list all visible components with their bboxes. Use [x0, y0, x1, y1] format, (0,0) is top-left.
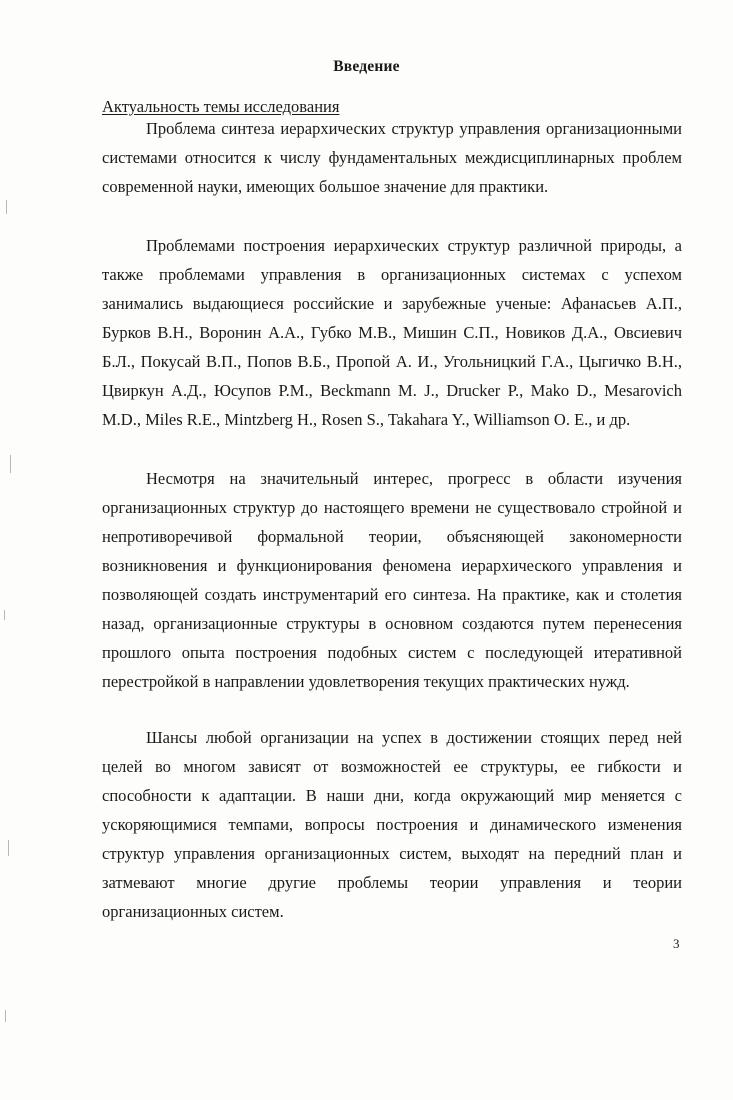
- paragraph: Несмотря на значительный интерес, прогресс в области изучения организационных структур до настоящего времени не существовало стройной и непротиворечивой формальной теории, объясняющей закономерности возникновения и функционирования феномена иерархического управления и позволяющей создать инструментарий его синтеза. На практике, как и столетия назад, организационные структуры в основном создаются путем перенесения прошлого опыта построения подобных систем с последующей итеративной перестройкой в направлении удовлетворения текущих практических нужд.: [102, 469, 682, 691]
- paragraph: Проблемами построения иерархических структур различной природы, а также проблемами управления в организационных системах с успехом занимались выдающиеся российские и зарубежные ученые: Афанасьев А.П., Бурков В.Н., Воронин А.А., Губко М.В., Мишин С.П., Новиков Д.А., Овсиевич Б.Л., Покусай В.П., Попов В.Б., Пропой А. И., Угольницкий Г.А., Цыгичко В.Н., Цвиркун А.Д., Юсупов Р.М., Beckmann M. J., Drucker P., Mako D., Mesarovich M.D., Miles R.E., Mintzberg H., Rosen S., Takahara Y., Williamson O. E., и др.: [102, 236, 682, 429]
- scan-mark: [4, 610, 5, 620]
- scan-mark: [10, 455, 11, 473]
- scan-mark: [5, 1010, 6, 1022]
- paragraph: Проблема синтеза иерархических структур управления организационными системами относится к числу фундаментальных междисциплинарных проблем современной науки, имеющих большое значение для практики.: [102, 119, 682, 196]
- section-subheading: Актуальность темы исследования: [102, 97, 340, 116]
- scan-mark: [8, 840, 9, 856]
- paragraph-block: [102, 114, 682, 201]
- paragraph: Шансы любой организации на успех в достижении стоящих перед ней целей во многом зависят от возможностей ее структуры, ее гибкости и способности к адаптации. В наши дни, когда окружающий мир меняется с ускоряющимися темпами, вопросы построения и динамического изменения структур управления организационных систем, выходят на передний план и затмевают многие другие проблемы теории управления и теории организационных систем.: [102, 728, 682, 921]
- page-number: 3: [673, 936, 680, 951]
- scan-mark: [6, 200, 7, 214]
- paragraph-block: [102, 464, 682, 696]
- page-title: Введение: [333, 58, 400, 75]
- paragraph-block: [102, 231, 682, 434]
- paragraph-block: [102, 723, 682, 926]
